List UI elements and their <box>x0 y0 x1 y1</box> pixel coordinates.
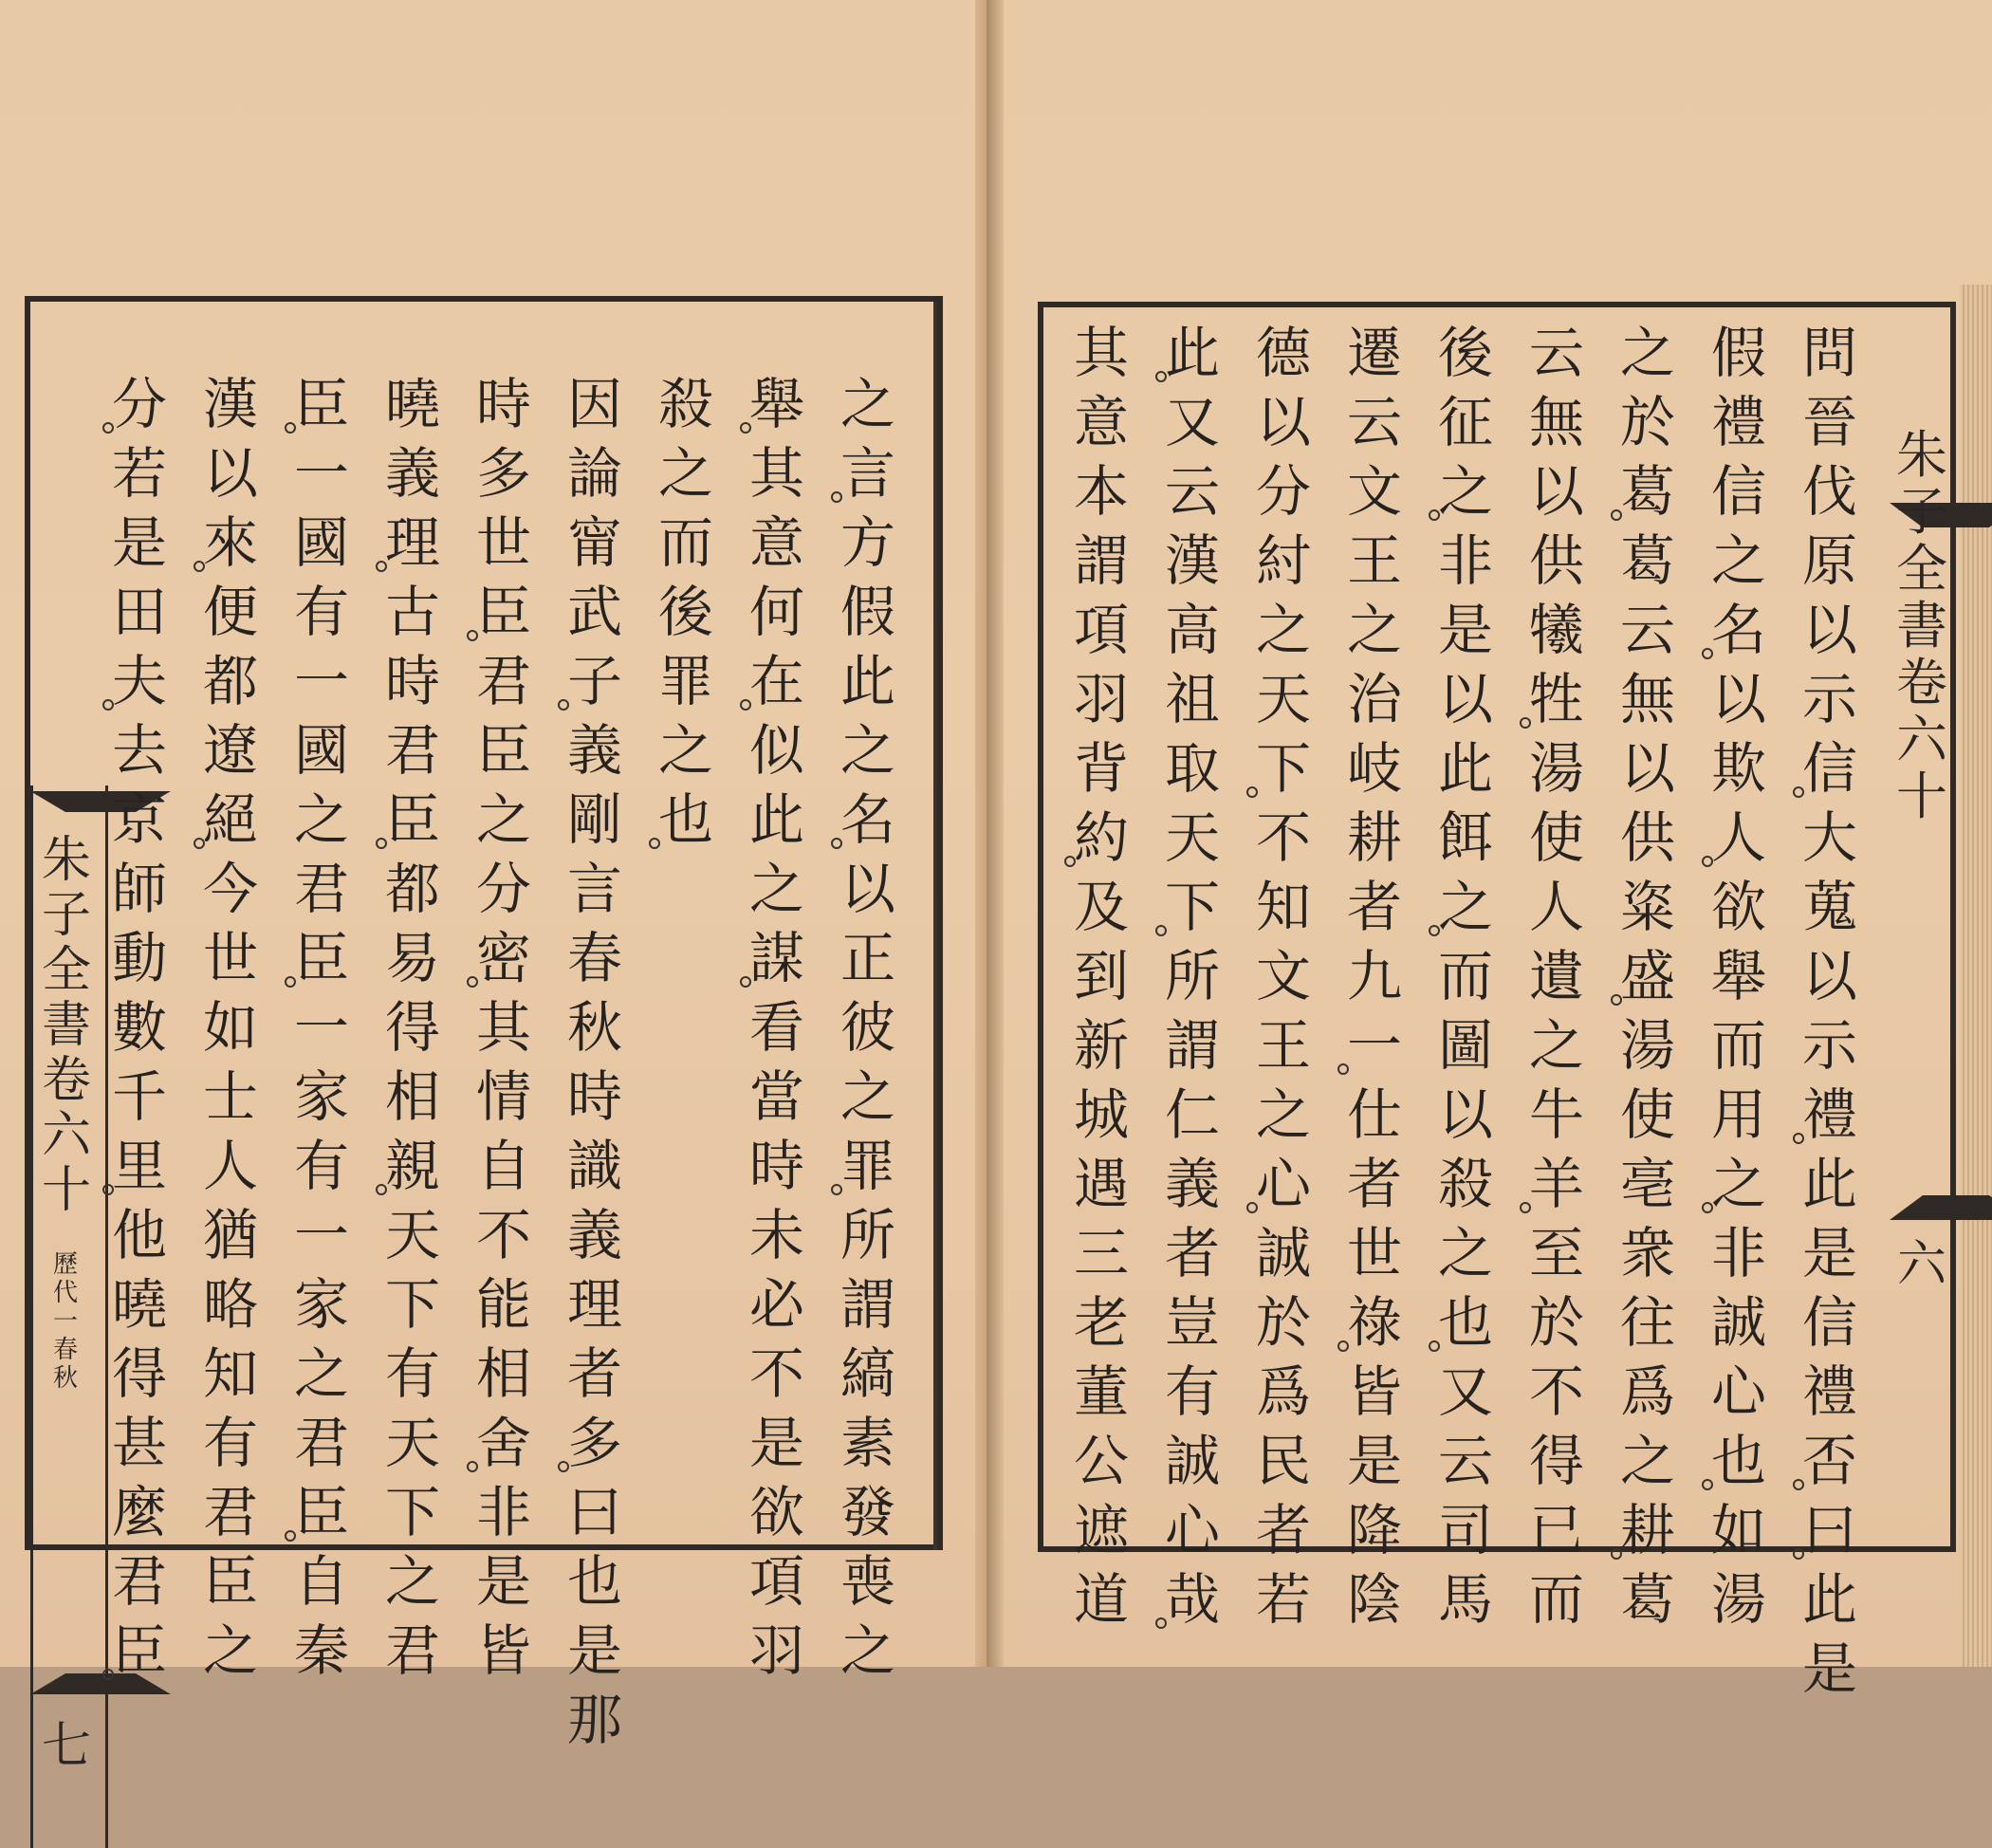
left-column-2: 舉 其 意 何 在 似 此 之 謀 看 當 時 未 必 不 是 欲 項 羽 <box>748 372 804 1683</box>
left-column-3: 殺 之 而 後 罪 之 也 <box>653 370 719 855</box>
left-column-8: 漢 以 來 便 都 遼 絕 今 世 如 士 人 猶 略 知 有 君 臣 之 <box>202 372 258 1683</box>
binding-gutter-right <box>987 0 1004 1667</box>
right-text-frame <box>1038 302 1956 1701</box>
left-column-1: 之 言 方 假 此 之 名 以 正 彼 之 罪 所 謂 縞 素 發 喪 之 <box>839 372 895 1683</box>
right-column-8: 此 又 云 漢 高 祖 取 天 下 所 謂 仁 義 者 豈 有 誠 心 哉 <box>1159 319 1226 1635</box>
left-column-9: 分 若 是 田 夫 去 京 師 動 數 千 里 他 曉 得 甚 麼 君 臣 <box>106 370 173 1686</box>
right-column-3: 之 於 葛 葛 云 無 以 供 粢 盛 湯 使 亳 衆 往 爲 之 耕 葛 <box>1619 321 1675 1632</box>
left-column-7: 臣 一 國 有 一 國 之 君 臣 一 家 有 一 家 之 君 臣 自 秦 <box>293 372 349 1683</box>
left-column-5: 時 多 世 臣 君 臣 之 分 密 其 情 自 不 能 相 舍 非 是 皆 <box>475 372 531 1683</box>
left-margin-section: 歷 代 一 春 秋 <box>52 1250 78 1393</box>
left-column-6: 曉 義 理 古 時 君 臣 都 易 得 相 親 天 下 有 天 下 之 君 <box>384 372 440 1683</box>
right-fishtail-bottom-icon <box>1890 1195 1992 1220</box>
left-text-frame <box>25 296 943 1775</box>
left-frame-inner-rule <box>933 302 937 1550</box>
right-column-5: 後 征 之 非 是 以 此 餌 之 而 圖 以 殺 之 也 又 云 司 馬 <box>1437 321 1493 1632</box>
right-page-number: 六 <box>1896 1236 1946 1293</box>
right-column-2: 假 禮 信 之 名 以 欺 人 欲 舉 而 用 之 非 誠 心 也 如 湯 <box>1710 321 1766 1632</box>
left-column-4: 因 論 甯 武 子 義 剛 言 春 秋 時 識 義 理 者 多 曰 也 是 那 <box>566 372 622 1752</box>
left-page-number: 七 <box>41 1718 91 1775</box>
right-column-6: 遷 云 文 王 之 治 岐 耕 者 九 一 仕 者 世 祿 皆 是 降 陰 <box>1346 321 1402 1632</box>
left-margin-title: 朱 子 全 書 卷 六 十 <box>41 832 91 1219</box>
right-column-1: 問 晉 伐 原 以 示 信 大 蒐 以 示 禮 此 是 信 禮 否 曰 此 是 <box>1801 321 1857 1701</box>
right-margin-title: 朱 子 全 書 卷 六 十 <box>1896 425 1947 826</box>
page-edge-stack <box>1960 285 1992 1667</box>
right-column-4: 云 無 以 供 犧 牲 湯 使 人 遺 之 牛 羊 至 於 不 得 已 而 <box>1528 321 1584 1632</box>
right-column-9: 其 意 本 謂 項 羽 背 約 及 到 新 城 遇 三 老 董 公 遮 道 <box>1073 321 1129 1632</box>
right-column-7: 德 以 分 紂 之 天 下 不 知 文 王 之 心 誠 於 爲 民 者 若 <box>1255 321 1311 1632</box>
